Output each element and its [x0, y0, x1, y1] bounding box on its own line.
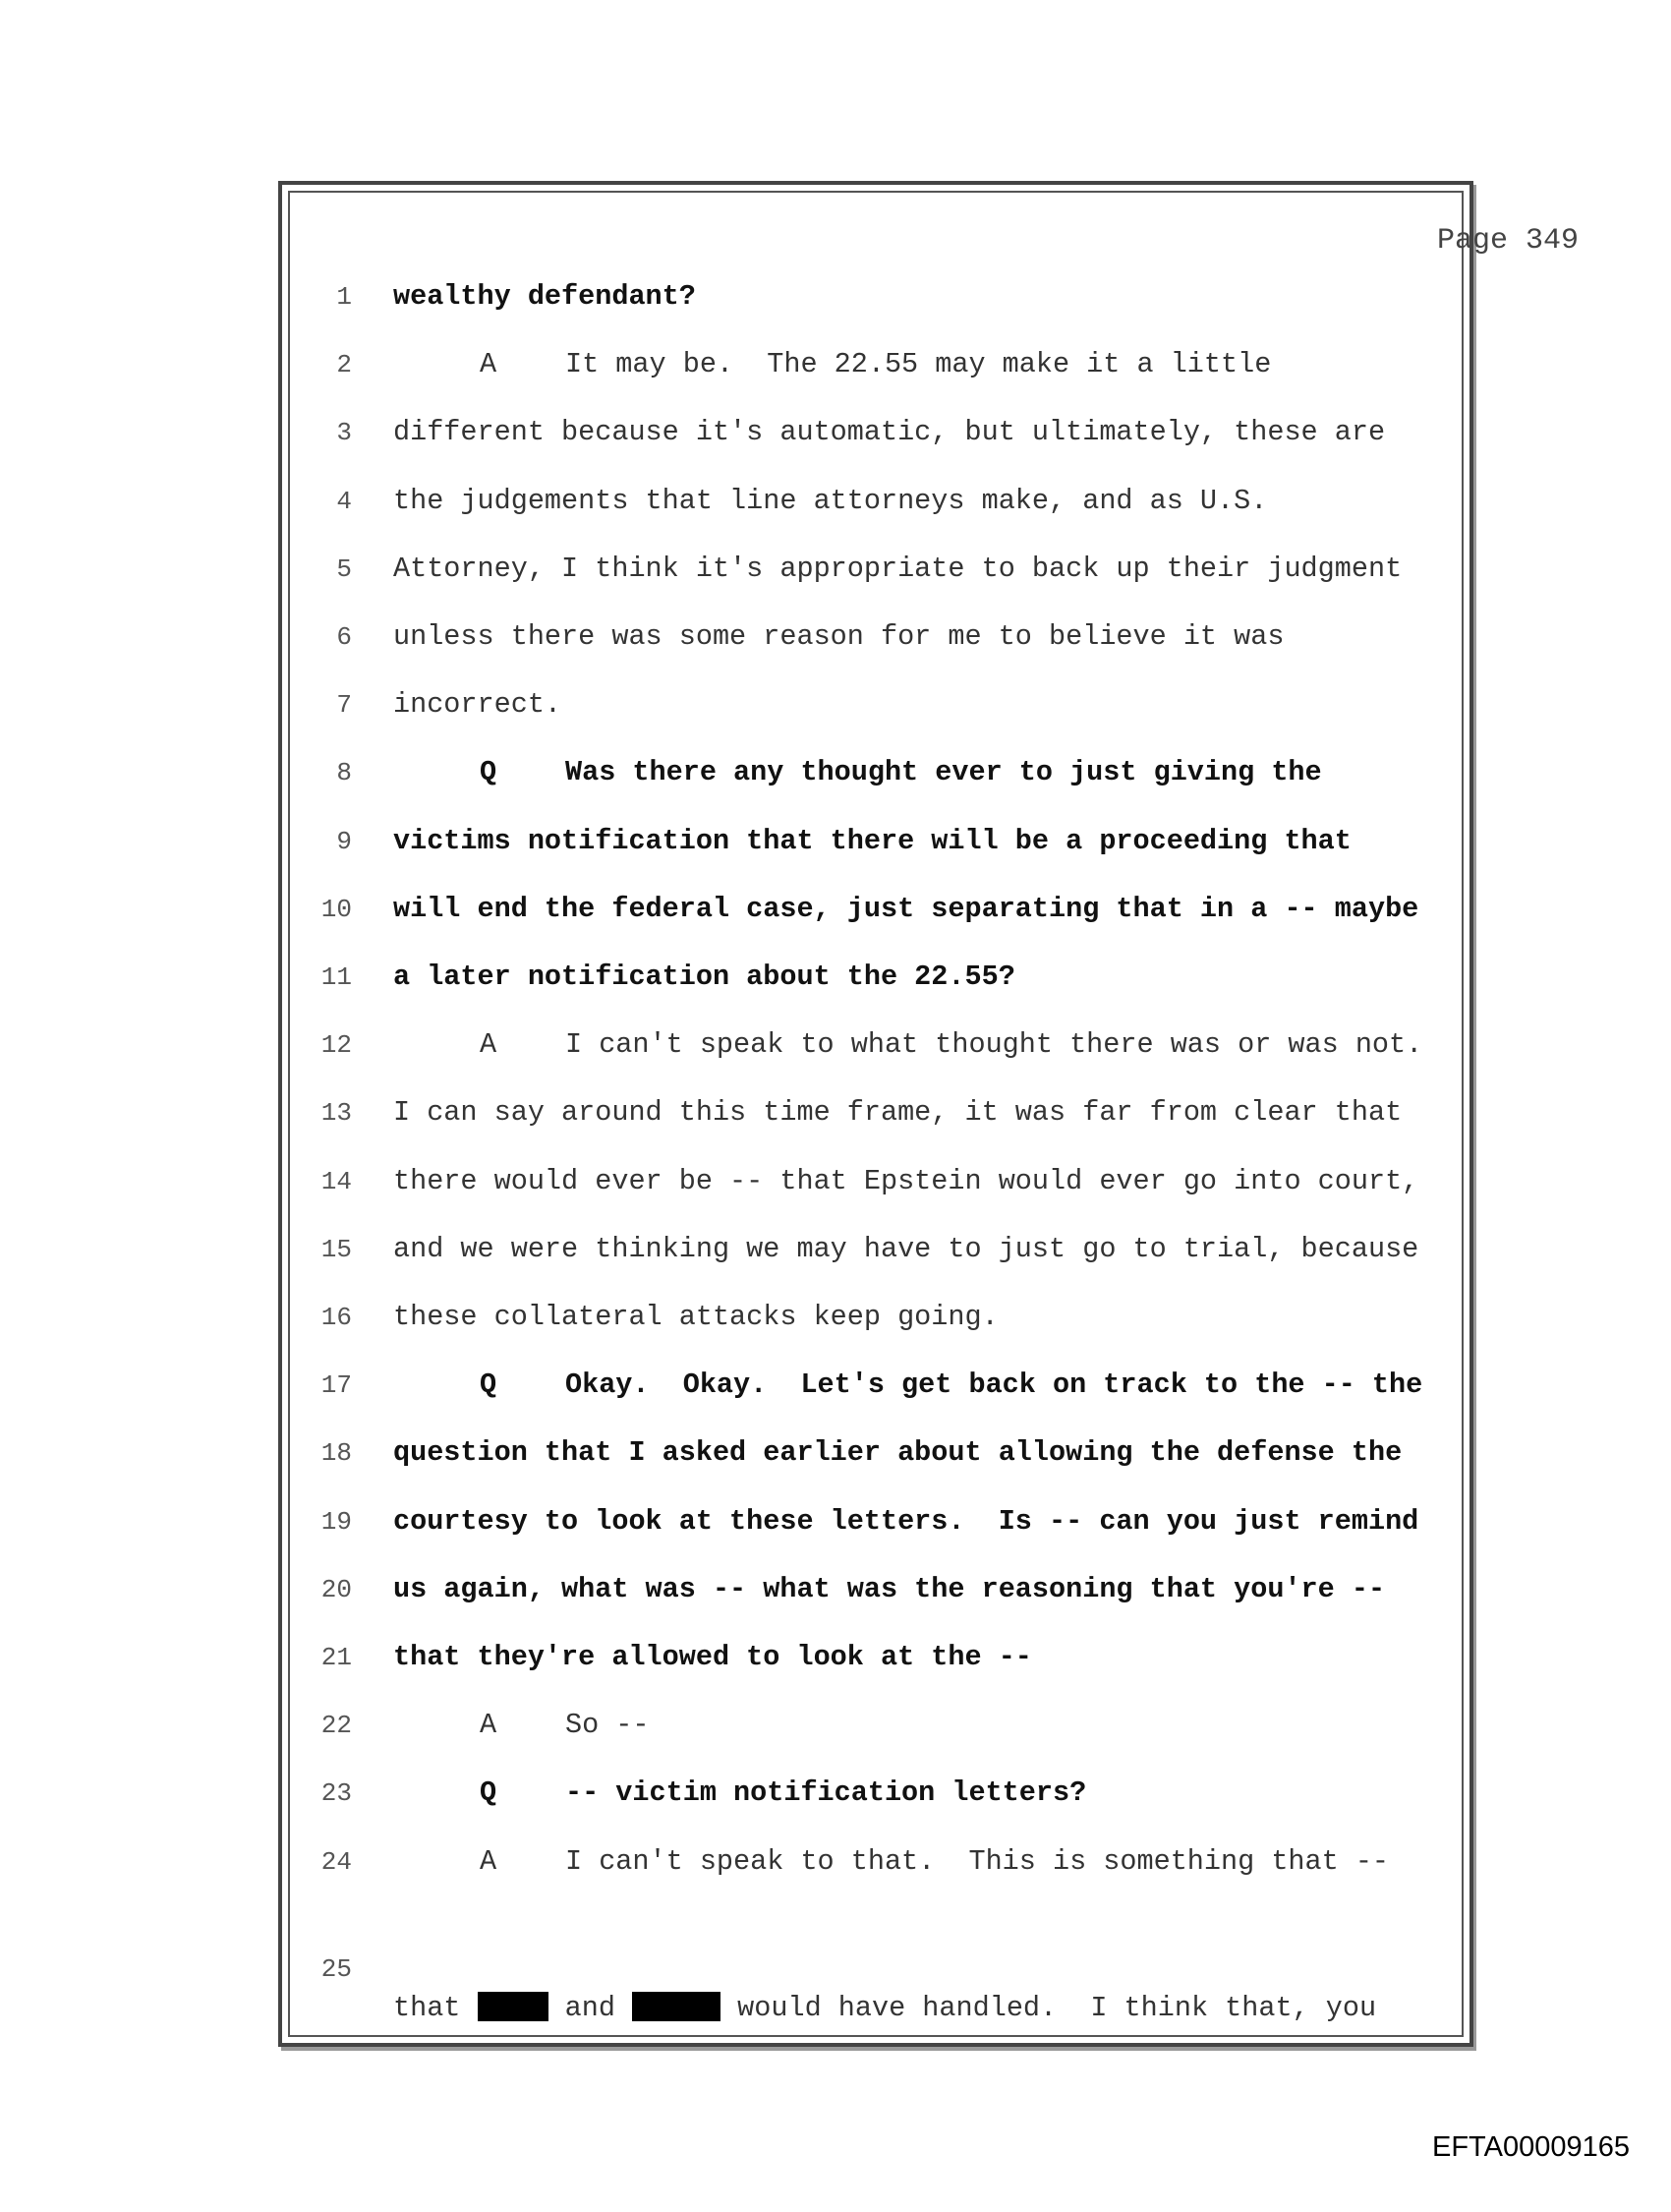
line-number: 1 [336, 282, 352, 312]
text-segment: that [393, 1991, 461, 2024]
transcript-line [0, 345, 1671, 384]
redaction-box [478, 1992, 548, 2021]
transcript-line [0, 1025, 1671, 1065]
line-number: 16 [320, 1303, 352, 1332]
line-text: victims notification that there will be a proceeding that [393, 824, 1352, 857]
line-text: there would ever be -- that Epstein would ever go into court, [393, 1164, 1419, 1197]
line-text: unless there was some reason for me to believe it was [393, 620, 1285, 653]
speaker-label: A [480, 1844, 497, 1878]
transcript-line [0, 413, 1671, 452]
transcript-line [0, 1298, 1671, 1337]
line-text: and we were thinking we may have to just go to trial, because [393, 1232, 1419, 1265]
transcript-line [0, 1502, 1671, 1542]
line-text: incorrect. [393, 688, 562, 722]
transcript-line [0, 1910, 1671, 2024]
document-id: EFTA00009165 [1432, 2131, 1630, 2163]
line-text: So -- [565, 1709, 650, 1742]
line-text: the judgements that line attorneys make, and as U.S. [393, 484, 1268, 517]
transcript-line [0, 753, 1671, 792]
transcript-line [0, 890, 1671, 929]
transcript-line [0, 1706, 1671, 1745]
speaker-label: Q [480, 1368, 497, 1402]
line-number: 23 [320, 1778, 352, 1809]
transcript-line [0, 550, 1671, 589]
transcript-line [0, 1638, 1671, 1677]
line-text: a later notification about the 22.55? [393, 960, 1015, 993]
line-number: 11 [320, 962, 352, 992]
line-number: 7 [336, 690, 352, 721]
transcript-line [0, 1570, 1671, 1609]
transcript-line [0, 1433, 1671, 1473]
line-number: 4 [336, 486, 352, 516]
text-segment: and [564, 1991, 615, 2024]
transcript-line [0, 1842, 1671, 1882]
line-text: different because it's automatic, but ultimately, these are [393, 416, 1386, 449]
line-number: 21 [320, 1643, 352, 1672]
speaker-label: A [480, 1709, 497, 1742]
redaction-box [632, 1992, 720, 2021]
page-number: Page 349 [1436, 224, 1579, 258]
line-number: 25 [320, 1953, 352, 1984]
line-number: 13 [320, 1098, 352, 1129]
line-text: I can say around this time frame, it was far from clear that [393, 1096, 1403, 1130]
transcript-line [0, 958, 1671, 997]
text-segment: would have handled. I think that, you [737, 1991, 1377, 2024]
transcript-line [0, 1162, 1671, 1201]
line-number: 20 [320, 1574, 352, 1604]
transcript-line [0, 1230, 1671, 1269]
line-text: Was there any thought ever to just giving the [565, 756, 1322, 789]
line-number: 8 [336, 758, 352, 788]
transcript-line [0, 1093, 1671, 1133]
line-text: wealthy defendant? [393, 280, 696, 313]
line-number: 14 [320, 1166, 352, 1196]
transcript-line [0, 1774, 1671, 1813]
line-text: I can't speak to that. This is something that -- [565, 1844, 1390, 1878]
line-number: 18 [320, 1438, 352, 1469]
line-number: 22 [320, 1711, 352, 1741]
line-text: -- victim notification letters? [565, 1776, 1087, 1810]
line-text: will end the federal case, just separating that in a -- maybe [393, 892, 1419, 925]
line-number: 2 [336, 350, 352, 380]
transcript-line [0, 482, 1671, 521]
speaker-label: A [480, 348, 497, 381]
speaker-label: Q [480, 756, 497, 789]
line-text: us again, what was -- what was the reasoning that you're -- [393, 1572, 1386, 1605]
line-text: Okay. Okay. Let's get back on track to the -- the [565, 1368, 1423, 1402]
line-number: 19 [320, 1506, 352, 1537]
line-number: 24 [320, 1846, 352, 1877]
line-text: It may be. The 22.55 may make it a little [565, 348, 1272, 381]
line-number: 17 [320, 1370, 352, 1401]
line-text: these collateral attacks keep going. [393, 1301, 999, 1333]
line-text: I can't speak to what thought there was or was not. [565, 1028, 1423, 1062]
line-number: 10 [320, 894, 352, 924]
line-number: 5 [336, 553, 352, 584]
line-number: 12 [320, 1030, 352, 1061]
line-number: 3 [336, 418, 352, 448]
speaker-label: A [480, 1028, 497, 1062]
line-number: 15 [320, 1234, 352, 1264]
transcript-line [0, 277, 1671, 317]
transcript-line [0, 617, 1671, 657]
line-text: question that I asked earlier about allowing the defense the [393, 1436, 1403, 1470]
transcript-line [0, 685, 1671, 725]
line-text: that they're allowed to look at the -- [393, 1641, 1032, 1673]
line-text [393, 1989, 1376, 2028]
transcript-line [0, 1366, 1671, 1405]
line-number: 9 [336, 826, 352, 856]
line-number: 6 [336, 622, 352, 652]
line-text: courtesy to look at these letters. Is -- can you just remind [393, 1504, 1419, 1538]
line-text: Attorney, I think it's appropriate to back up their judgment [393, 552, 1403, 585]
transcript-line [0, 822, 1671, 861]
speaker-label: Q [480, 1776, 497, 1810]
